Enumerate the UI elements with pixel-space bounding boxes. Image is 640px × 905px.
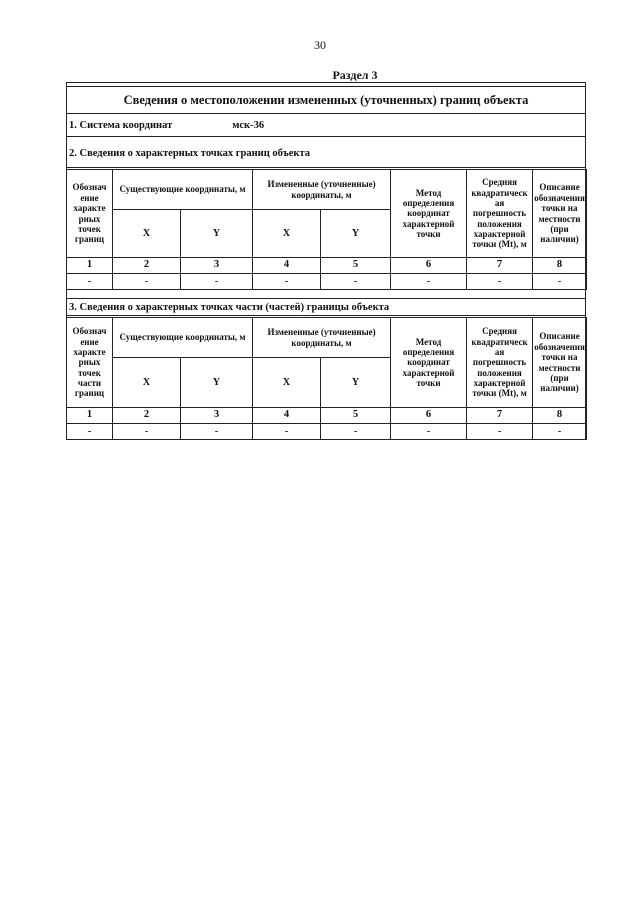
block2-heading: 2. Сведения о характерных точках границ объекта <box>66 140 586 168</box>
form-title: Сведения о местоположении измененных (уточненных) границ объекта <box>66 86 586 114</box>
column-number: 4 <box>253 258 321 274</box>
header-changed-coordinates: Измененные (уточненные) координаты, м <box>253 170 391 210</box>
table-cell: - <box>181 424 253 440</box>
header-description: Описание обозначения точки на местности (при наличии) <box>533 170 587 258</box>
column-numbers-row <box>67 258 587 274</box>
table-cell: - <box>391 424 467 440</box>
header-existing-y: Y <box>181 210 253 258</box>
table-cell: - <box>253 274 321 290</box>
column-number: 5 <box>321 258 391 274</box>
table-cell: - <box>467 424 533 440</box>
column-number: 2 <box>113 408 181 424</box>
header-designation: Обознач ение характе рных точек границ <box>67 170 113 258</box>
column-number: 7 <box>467 408 533 424</box>
coordinate-system-row <box>66 115 586 137</box>
header-error: Средняя квадратическ ая погрешность положения характерной точки (Mt), м <box>467 170 533 258</box>
column-numbers-row <box>67 408 587 424</box>
header-designation: Обознач ение характе рных точек части границ <box>67 318 113 408</box>
table-cell: - <box>253 424 321 440</box>
header-existing-y: Y <box>181 358 253 408</box>
table-cell: - <box>113 424 181 440</box>
block3-heading: 3. Сведения о характерных точках части (частей) границы объекта <box>66 298 586 316</box>
column-number: 7 <box>467 258 533 274</box>
column-number: 4 <box>253 408 321 424</box>
header-error: Средняя квадратическ ая погрешность положения характерной точки (Mt), м <box>467 318 533 408</box>
header-existing-coordinates: Существующие координаты, м <box>113 318 253 358</box>
header-existing-x: X <box>113 358 181 408</box>
table-cell: - <box>533 424 587 440</box>
header-changed-x: X <box>253 358 321 408</box>
header-method: Метод определения координат характерной точки <box>391 170 467 258</box>
table-cell: - <box>533 274 587 290</box>
column-number: 3 <box>181 408 253 424</box>
part-boundary-points-table <box>66 317 587 440</box>
column-number: 5 <box>321 408 391 424</box>
column-number: 6 <box>391 408 467 424</box>
header-description: Описание обозначения точки на местности (при наличии) <box>533 318 587 408</box>
table-cell: - <box>467 274 533 290</box>
table-cell: - <box>321 424 391 440</box>
table-row <box>67 424 587 440</box>
header-changed-y: Y <box>321 210 391 258</box>
table-cell: - <box>391 274 467 290</box>
header-changed-y: Y <box>321 358 391 408</box>
column-number: 3 <box>181 258 253 274</box>
header-changed-x: X <box>253 210 321 258</box>
column-number: 8 <box>533 258 587 274</box>
table-row <box>67 274 587 290</box>
boundary-points-table <box>66 169 587 290</box>
header-changed-coordinates: Измененные (уточненные) координаты, м <box>253 318 391 358</box>
table-cell: - <box>67 424 113 440</box>
header-existing-coordinates: Существующие координаты, м <box>113 170 253 210</box>
column-number: 6 <box>391 258 467 274</box>
section-heading: Раздел 3 <box>332 68 378 82</box>
column-number: 2 <box>113 258 181 274</box>
page-number: 30 <box>314 38 326 52</box>
table-cell: - <box>67 274 113 290</box>
column-number: 1 <box>67 258 113 274</box>
table-cell: - <box>181 274 253 290</box>
column-number: 1 <box>67 408 113 424</box>
coordinate-system-label: 1. Система координат <box>69 120 173 131</box>
header-method: Метод определения координат характерной точки <box>391 318 467 408</box>
column-number: 8 <box>533 408 587 424</box>
table-cell: - <box>113 274 181 290</box>
header-existing-x: X <box>113 210 181 258</box>
coordinate-system-value: мск-36 <box>232 120 265 131</box>
table-cell: - <box>321 274 391 290</box>
